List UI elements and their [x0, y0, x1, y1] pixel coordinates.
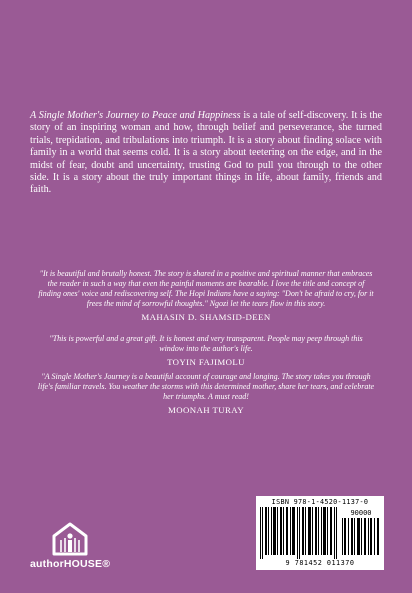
publisher-logo	[30, 518, 110, 572]
price-code: 90000	[350, 509, 372, 517]
barcode-bars	[260, 507, 340, 559]
testimonial-2	[36, 334, 376, 367]
testimonial-author: TOYIN FAJIMOLU	[167, 357, 245, 367]
testimonial-author: MOONAH TURAY	[168, 405, 244, 415]
testimonial-3	[36, 372, 376, 415]
publisher-name: authorHOUSE®	[30, 558, 111, 570]
book-blurb	[30, 110, 382, 197]
testimonial-quote: "This is powerful and a great gift. It is honest and very transparent. People may peep through this window into the author's life.	[49, 334, 363, 353]
testimonial-quote: "It is beautiful and brutally honest. The story is shared in a positive and spiritual manner that embraces the reader in such a way that even the painful moments are bearable. I love the title and concept of finding ones' voice and rediscovering self. The Hopi Indians have a saying: "Don't be afraid to cry, for it frees the mind of sorrowful thoughts." Ngozi let the tears flow in this story.	[38, 269, 374, 308]
isbn-barcode	[256, 496, 384, 570]
testimonial-quote: "A Single Mother's Journey is a beautiful account of courage and longing. The story takes you through life's familiar travels. You weather the storms with this determined mother, share her tears, and celebrate her triumphs. A must read!	[37, 372, 375, 401]
price-barcode-bars	[342, 518, 380, 555]
house-book-icon	[30, 518, 110, 558]
ean-number: 9 781452 011370	[285, 559, 355, 567]
blurb-text: is a tale of self-discovery. It is the story of an inspiring woman and how, through belief and perseverance, she turned trials, trepidation, and tribulations into triumph. It is a story about finding solace with family in a world that seems cold. It is a story about teetering on the edge, and in the midst of fear, doubt and uncertainty, trusting God to pull you through to the other side. It is a story about the truly important things in life, about family, friends and faith.	[30, 110, 382, 196]
isbn-number: ISBN 978-1-4520-1137-0	[271, 498, 369, 506]
testimonial-author: MAHASIN D. SHAMSID-DEEN	[141, 312, 271, 322]
book-title: A Single Mother's Journey to Peace and Happiness	[30, 110, 241, 121]
testimonial-1	[36, 269, 376, 322]
